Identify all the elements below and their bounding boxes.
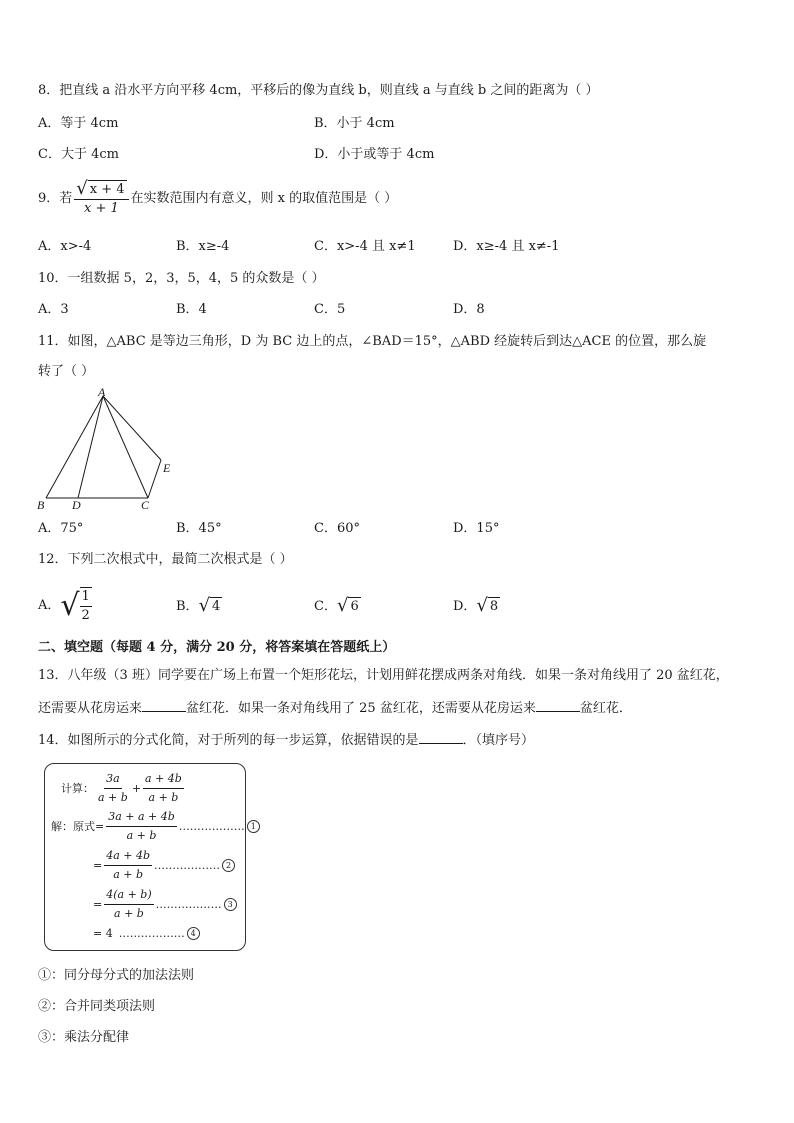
q12-option-b-radicand: 4 bbox=[212, 599, 221, 614]
q12-option-a-label: A． bbox=[38, 598, 61, 613]
q8-option-a: A．等于 4cm bbox=[38, 116, 119, 131]
q13-line2 bbox=[38, 697, 632, 718]
q10-option-b: B．4 bbox=[176, 302, 207, 317]
q12-option-a bbox=[38, 585, 92, 627]
calc-step-4 bbox=[93, 926, 200, 941]
q11-option-a: A．75° bbox=[38, 521, 84, 536]
q10-option-a: A．3 bbox=[38, 302, 69, 317]
calc-term2-num: a + 4b bbox=[143, 770, 184, 789]
q11-segment-ae bbox=[103, 396, 161, 460]
q8-option-d: D．小于或等于 4cm bbox=[314, 147, 435, 162]
calc-step1-num: 3a + a + 4b bbox=[106, 808, 177, 827]
q10-option-d: D．8 bbox=[453, 302, 485, 317]
q14-stem-part-a: 14．如图所示的分式化简，对于所列的每一步运算，依据错误的是 bbox=[38, 733, 419, 748]
calc-title: 计算： bbox=[61, 782, 94, 795]
q14-reason-3: ③：乘法分配律 bbox=[38, 1030, 130, 1045]
q11-side-ab bbox=[46, 396, 103, 498]
q12-option-b: B． √ 4 bbox=[176, 595, 221, 616]
q8-option-c: C．大于 4cm bbox=[38, 147, 119, 162]
q14-stem bbox=[38, 729, 534, 750]
q11-stem-line2: 转了（ ） bbox=[38, 364, 95, 379]
q12-option-a-num: 1 bbox=[80, 588, 92, 607]
calc-term1-num: 3a bbox=[104, 770, 122, 789]
q14-blank[interactable] bbox=[419, 729, 463, 744]
calc-plus: + bbox=[131, 782, 142, 795]
q10-option-c: C．5 bbox=[314, 302, 346, 317]
calc-step1-den: a + b bbox=[126, 829, 157, 842]
calc-step-3 bbox=[93, 886, 237, 923]
q9-option-d: D．x≥-4 且 x≠-1 bbox=[453, 239, 560, 254]
calc-step2-eq: = bbox=[93, 859, 103, 872]
q9-option-c: C．x>-4 且 x≠1 bbox=[314, 239, 416, 254]
q13-line2-part-a: 还需要从花房运来 bbox=[38, 701, 143, 716]
q8-stem: 8．把直线 a 沿水平方向平移 4cm，平移后的像为直线 b，则直线 a 与直线 b 之间的距离为（ ） bbox=[38, 83, 599, 98]
calc-step3-dots: ……………… bbox=[155, 898, 222, 911]
q14-calculation-box bbox=[44, 763, 256, 951]
q14-reason-2: ②：合并同类项法则 bbox=[38, 999, 156, 1014]
q13-line2-part-c: 盆红花． bbox=[579, 701, 632, 716]
q12-option-d-radicand: 8 bbox=[489, 599, 499, 614]
q12-option-a-den: 2 bbox=[81, 608, 90, 623]
q9-sqrt: √ x + 4 bbox=[76, 178, 125, 199]
q12-option-b-label: B． bbox=[176, 598, 199, 614]
calc-step4-result: = 4 bbox=[93, 927, 113, 940]
q12-option-d-label: D． bbox=[453, 598, 477, 614]
calc-step3-mark: 3 bbox=[224, 898, 237, 911]
q12-option-c: C． √ 6 bbox=[314, 595, 359, 616]
q11-label-c: C bbox=[141, 498, 150, 512]
q8-option-b: B．小于 4cm bbox=[314, 116, 395, 131]
calc-step1-mark: 1 bbox=[247, 820, 260, 833]
q14-reason-1: ①：同分母分式的加法法则 bbox=[38, 968, 195, 983]
calc-step2-dots: ……………… bbox=[154, 859, 221, 872]
q12-option-c-label: C． bbox=[314, 598, 337, 614]
q11-option-d: D．15° bbox=[453, 521, 500, 536]
calc-step3-den: a + b bbox=[114, 907, 144, 920]
q9-fraction bbox=[74, 180, 128, 218]
q11-triangle-figure bbox=[36, 388, 186, 514]
section2-title: 二、填空题（每题 4 分，满分 20 分，将答案填在答题纸上） bbox=[38, 640, 396, 655]
q11-option-b: B．45° bbox=[176, 521, 222, 536]
q9-prefix: 9．若 bbox=[38, 191, 73, 206]
calc-step3-eq: = bbox=[93, 898, 103, 911]
calc-step-1 bbox=[51, 808, 260, 845]
calc-step1-dots: ……………… bbox=[178, 820, 245, 833]
q9-denominator: x + 1 bbox=[84, 201, 119, 216]
q11-segment-ad bbox=[78, 396, 103, 498]
calc-step2-den: a + b bbox=[113, 868, 144, 881]
calc-solution-label: 解：原式= bbox=[51, 820, 105, 833]
q9-option-b: B．x≥-4 bbox=[176, 239, 230, 254]
q13-line1: 13．八年级（3 班）同学要在广场上布置一个矩形花坛，计划用鲜花摆成两条对角线．如果一条对角线用了 20 盆红花， bbox=[38, 668, 729, 683]
q11-option-c: C．60° bbox=[314, 521, 360, 536]
q9-suffix: 在实数范围内有意义，则 x 的取值范围是（ ） bbox=[130, 191, 398, 206]
q11-label-e: E bbox=[163, 461, 171, 475]
q12-option-d: D． √ 8 bbox=[453, 595, 499, 616]
q14-stem-part-b: ．（填序号） bbox=[462, 733, 535, 748]
q12-stem: 12．下列二次根式中，最简二次根式是（ ） bbox=[38, 552, 293, 567]
calc-step2-mark: 2 bbox=[222, 859, 235, 872]
q12-option-a-sqrt: √ $\frac{1}{2}$ bbox=[60, 588, 90, 623]
calc-step-2 bbox=[93, 847, 235, 884]
q11-label-b: B bbox=[37, 498, 45, 512]
q11-label-a: A bbox=[98, 388, 106, 399]
q10-stem: 10．一组数据 5，2，3，5，4，5 的众数是（ ） bbox=[38, 271, 325, 286]
q13-blank-1[interactable] bbox=[142, 697, 186, 712]
q9-option-a: A．x>-4 bbox=[38, 239, 92, 254]
q11-stem-line1: 11．如图，△ABC 是等边三角形，D 为 BC 边上的点，∠BAD＝15°，△ABD 经旋转后到达△ACE 的位置，那么旋 bbox=[38, 334, 707, 349]
q13-blank-2[interactable] bbox=[536, 697, 580, 712]
calc-step4-mark: 4 bbox=[187, 927, 200, 940]
calc-term2-den: a + b bbox=[148, 791, 179, 804]
calc-expression bbox=[61, 770, 186, 807]
calc-term1-den: a + b bbox=[98, 791, 128, 804]
q12-option-c-radicand: 6 bbox=[350, 599, 359, 614]
q13-line2-part-b: 盆红花．如果一条对角线用了 25 盆红花，还需要从花房运来 bbox=[186, 701, 536, 716]
q11-side-ac bbox=[103, 396, 148, 498]
q11-segment-ce bbox=[148, 460, 161, 498]
calc-step3-num: 4(a + b) bbox=[104, 886, 153, 905]
calc-step2-num: 4a + 4b bbox=[104, 847, 152, 866]
q11-label-d: D bbox=[72, 498, 81, 512]
calc-step4-dots: ……………… bbox=[118, 927, 185, 940]
q9-stem bbox=[38, 180, 397, 218]
